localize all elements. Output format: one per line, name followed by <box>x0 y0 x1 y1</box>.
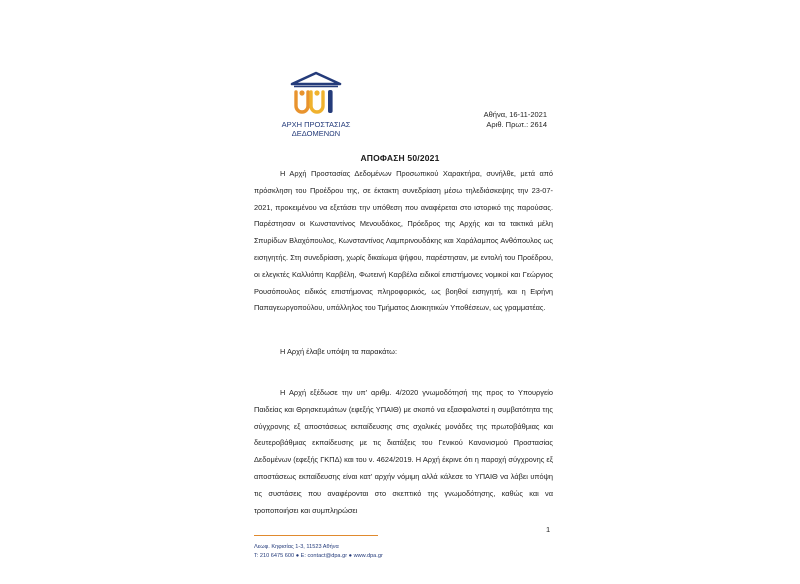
paragraph-intro-text: Η Αρχή Προστασίας Δεδομένων Προσωπικού Χαρακτήρα, συνήλθε, μετά από πρόσκληση του Προέδρου της, σε έκτακτη συνεδρίαση μέσω τηλεδιάσκεψης την 23-07-2021, προκειμένου να εξετάσει την υπόθεση που αναφέρεται στο ιστορικό της παρούσας. Παρέστησαν οι Κωνσταντίνος Μενουδάκος, Πρόεδρος της Αρχής και τα τακτικά μέλη Σπυρίδων Βλαχόπουλος, Κωνσταντίνος Λαμπρινουδάκης και Χαράλαμπος Ανθόπουλος ως εισηγητής. Στη συνεδρίαση, χωρίς δικαίωμα ψήφου, παρέστησαν, με εντολή του Προέδρου, οι ελεγκτές Καλλιόπη Καρβέλη, Φωτεινή Καρβέλα ειδικοί επιστήμονες νομικοί και Γεώργιος Ρουσόπουλος ειδικός επιστήμονας πληροφορικός, ως βοηθοί εισηγητή, και η Ειρήνη Παπαγεωργοπούλου, υπάλληλος του Τμήματος Διοικητικών Υποθέσεων, ως γραμματέας. <box>254 169 553 313</box>
paragraph-considerations <box>254 344 553 361</box>
date-protocol-block <box>484 110 547 130</box>
footer-separator: ● <box>295 553 300 559</box>
footer-divider <box>254 535 378 536</box>
footer-contact <box>254 543 383 561</box>
footer-website[interactable]: www.dpa.gr <box>353 553 383 559</box>
document-date: Αθήνα, 16-11-2021 <box>483 110 547 119</box>
authority-name-line1: ΑΡΧΗ ΠΡΟΣΤΑΣΙΑΣ <box>281 120 351 129</box>
decision-title: ΑΠΟΦΑΣΗ 50/2021 <box>360 153 440 163</box>
authority-name-line2: ΔΕΔΟΜΕΝΩΝ <box>291 129 341 138</box>
page-number: 1 <box>546 525 551 534</box>
paragraph-background <box>254 385 553 519</box>
footer-contact-line <box>254 552 383 561</box>
footer-separator: ● <box>348 553 353 559</box>
protocol-number: Αριθ. Πρωτ.: 2614 <box>486 120 547 129</box>
authority-name <box>276 120 356 138</box>
paragraph-background-text: Η Αρχή εξέδωσε την υπ’ αριθμ. 4/2020 γνωμοδότησή της προς το Υπουργείο Παιδείας και Θρησκευμάτων (εφεξής ΥΠΑΙΘ) με σκοπό να εξασφαλιστεί η συμβατότητα της σύγχρονης εξ αποστάσεως εκπαίδευσης στις σχολικές μονάδες της πρωτοβάθμιας και δευτεροβάθμιας εκπαίδευσης με τις διατάξεις του Γενικού Κανονισμού Προστασίας Δεδομένων (εφεξής ΓΚΠΔ) και του ν. 4624/2019. Η Αρχή έκρινε ότι η παροχή σύγχρονης εξ αποστάσεως εκπαίδευσης είναι κατ’ αρχήν νόμιμη αλλά κάλεσε το ΥΠΑΙΘ να λάβει υπόψη τις συστάσεις που αναφέρονται στο σκεπτικό της γνωμοδότησης, καθώς και να τροποποιήσει και συμπληρώσει <box>254 388 553 515</box>
footer-phone: Τ: 210 6475 600 <box>254 553 295 559</box>
footer-address: Λεωφ. Κηφισίας 1-3, 11523 Αθήνα <box>254 544 339 550</box>
footer-email[interactable]: E: contact@dpa.gr <box>300 553 348 559</box>
temple-logo-icon <box>288 70 344 118</box>
paragraph-intro <box>254 166 553 317</box>
paragraph-considerations-text: Η Αρχή έλαβε υπόψη τα παρακάτω: <box>280 347 397 356</box>
authority-logo <box>276 70 356 150</box>
